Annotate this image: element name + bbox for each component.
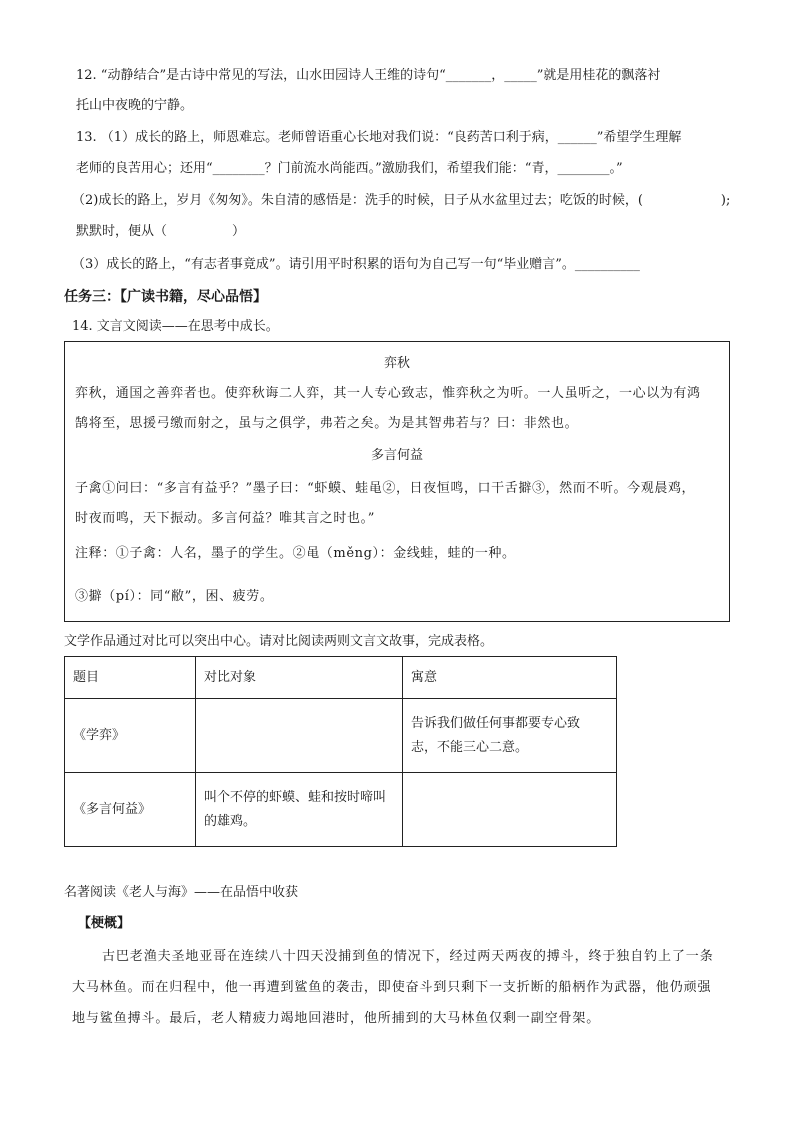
row1-meaning — [403, 699, 617, 773]
row1-meaning-line1: 告诉我们做任何事都要专心致 — [411, 715, 581, 731]
passage-title-duoyan: 多言何益 — [370, 448, 423, 463]
passage-yiqiu-line2: 鹄将至，思援弓缴而射之，虽与之俱学，弗若之矣。为是其智弗若与？曰：非然也。 — [75, 416, 579, 431]
classic-line2: 大马林鱼。而在归程中，他一再遭到鲨鱼的袭击，即使奋斗到只剩下一支折断的船柄作为武器，他仍顽强 — [72, 980, 712, 995]
row1-title: 《学弈》 — [65, 699, 196, 773]
q14-intro: 14. 文言文阅读——在思考中成长。 — [72, 319, 279, 334]
q13-line2: 老师的良苦用心；还用“________？门前流水尚能西。”激励我们，希望我们能：“青，________。” — [76, 161, 623, 176]
q12-line2: 托山中夜晚的宁静。 — [76, 98, 194, 113]
classic-intro: 名著阅读《老人与海》——在品悟中收获 — [64, 885, 299, 900]
passage-yiqiu-line1: 弈秋，通国之善弈者也。使弈秋诲二人弈，其一人专心致志，惟弈秋之为听。一人虽听之，一心以为有鸿 — [75, 386, 701, 401]
row2-title: 《多言何益》 — [65, 773, 196, 847]
passage-title-yiqiu: 弈秋 — [383, 356, 410, 371]
classic-line1: 古巴老渔夫圣地亚哥在连续八十四天没捕到鱼的情况下，经过两天两夜的搏斗，终于独自钓上了一条 — [102, 949, 714, 964]
q13-line4: 默默时，便从（ ） — [76, 224, 246, 239]
row1-contrast-blank[interactable] — [196, 699, 403, 773]
row2-meaning-blank[interactable] — [403, 773, 617, 847]
q13-line3: （2)成长的路上，岁月《匆匆》。朱自清的感悟是：洗手的时候，日子从水盆里过去；吃饭的时候，( ); — [72, 193, 731, 208]
row2-contrast-line2: 的雄鸡。 — [204, 813, 257, 829]
table-intro: 文学作品通过对比可以突出中心。请对比阅读两则文言文故事，完成表格。 — [64, 634, 494, 649]
passage-note1: 注释：①子禽：人名，墨子的学生。②黾（měng）：金线蛙，蛙的一种。 — [75, 546, 516, 561]
passage-duoyan-line1: 子禽①问曰：“多言有益乎？”墨子曰：“虾蟆、蛙黾②，日夜恒鸣，口干舌擗③，然而不听。今观晨鸡， — [75, 481, 696, 496]
q13-line5: （3）成长的路上，“有志者事竟成”。请引用平时积累的语句为自己写一句“毕业赠言”。__________ — [72, 257, 640, 272]
header-contrast: 对比对象 — [196, 657, 403, 699]
classical-passage-box — [64, 341, 730, 622]
passage-duoyan-line2: 时夜而鸣，天下振动。多言何益？唯其言之时也。” — [75, 511, 375, 526]
classic-summary-label: 【梗概】 — [78, 916, 131, 931]
q13-line1: 13. （1）成长的路上，师恩难忘。老师曾语重心长地对我们说：“良药苦口利于病，______”希望学生理解 — [76, 130, 682, 145]
table-row — [65, 773, 617, 847]
row1-meaning-line2: 志，不能三心二意。 — [411, 739, 529, 755]
task3-heading: 任务三：【广读书籍，尽心品悟】 — [64, 289, 267, 305]
row2-contrast-line1: 叫个不停的虾蟆、蛙和按时啼叫 — [204, 789, 387, 805]
row2-contrast — [196, 773, 403, 847]
q12-line1: 12. “动静结合”是古诗中常见的写法，山水田园诗人王维的诗句“_______，_____”就是用桂花的飘落衬 — [76, 68, 661, 83]
header-title: 题目 — [65, 657, 196, 699]
comparison-table — [64, 656, 617, 847]
passage-note2: ③擗（pí）：同“敝”，困、疲劳。 — [75, 589, 274, 604]
table-row — [65, 699, 617, 773]
classic-line3: 地与鲨鱼搏斗。最后，老人精疲力竭地回港时，他所捕到的大马林鱼仅剩一副空骨架。 — [72, 1011, 601, 1026]
header-meaning: 寓意 — [403, 657, 617, 699]
table-header-row — [65, 657, 617, 699]
